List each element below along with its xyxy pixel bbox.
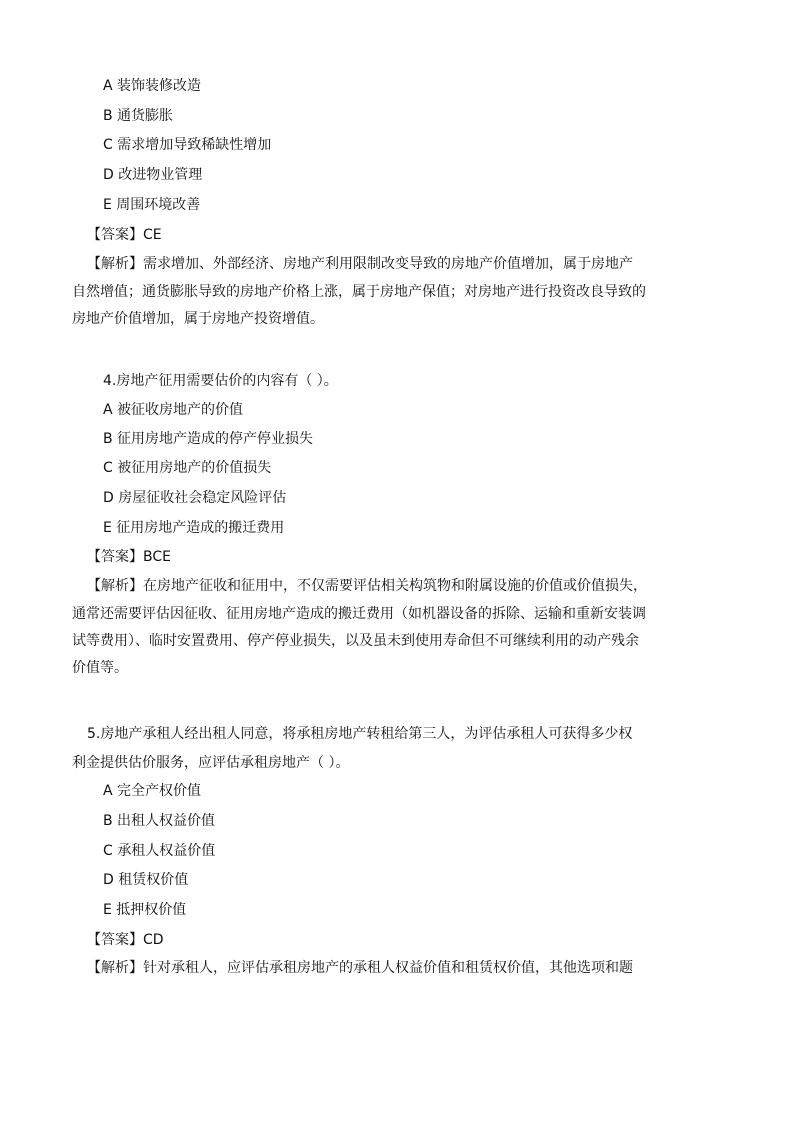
answer: 【答案】BCE [87, 549, 171, 565]
option-c: C 被征用房地产的价值损失 [103, 460, 272, 476]
option-c: C 承租人权益价值 [103, 843, 216, 859]
option-a: A 完全产权价值 [103, 783, 202, 799]
option-b: B 通货膨胀 [103, 108, 174, 124]
answer: 【答案】CD [87, 932, 164, 948]
explanation-line: 【解析】在房地产征收和征用中，不仅需要评估相关构筑物和附属设施的价值或价值损失， [87, 578, 647, 594]
explanation-line: 自然增值；通货膨胀导致的房地产价格上涨，属于房地产保值；对房地产进行投资改良导致的 [72, 284, 646, 300]
option-a: A 装饰装修改造 [103, 78, 202, 94]
option-a: A 被征收房地产的价值 [103, 402, 244, 418]
option-e: E 征用房地产造成的搬迁费用 [103, 520, 285, 536]
question-stem: 利金提供估价服务，应评估承租房地产（ ）。 [72, 755, 350, 771]
explanation-line: 试等费用）、临时安置费用、停产停业损失，以及虽未到使用寿命但不可继续利用的动产残余 [72, 633, 639, 649]
option-e: E 周围环境改善 [103, 197, 201, 213]
explanation-line: 通常还需要评估因征收、征用房地产造成的搬迁费用（如机器设备的拆除、运输和重新安装调 [72, 606, 646, 622]
option-e: E 抵押权价值 [103, 902, 187, 918]
explanation-line: 【解析】针对承租人，应评估承租房地产的承租人权益价值和租赁权价值，其他选项和题 [87, 960, 633, 976]
explanation-line: 价值等。 [72, 660, 128, 676]
option-d: D 改进物业管理 [103, 167, 203, 183]
question-stem: 4.房地产征用需要估价的内容有（ ）。 [103, 373, 338, 389]
explanation-line: 【解析】需求增加、外部经济、房地产利用限制改变导致的房地产价值增加，属于房地产 [87, 256, 633, 272]
option-c: C 需求增加导致稀缺性增加 [103, 137, 272, 153]
option-b: B 征用房地产造成的停产停业损失 [103, 431, 314, 447]
question-stem: 5.房地产承租人经出租人同意，将承租房地产转租给第三人，为评估承租人可获得多少权 [87, 726, 633, 742]
option-b: B 出租人权益价值 [103, 813, 216, 829]
explanation-line: 房地产价值增加，属于房地产投资增值。 [72, 311, 324, 327]
answer: 【答案】CE [87, 227, 162, 243]
option-d: D 房屋征收社会稳定风险评估 [103, 490, 287, 506]
option-d: D 租赁权价值 [103, 872, 189, 888]
